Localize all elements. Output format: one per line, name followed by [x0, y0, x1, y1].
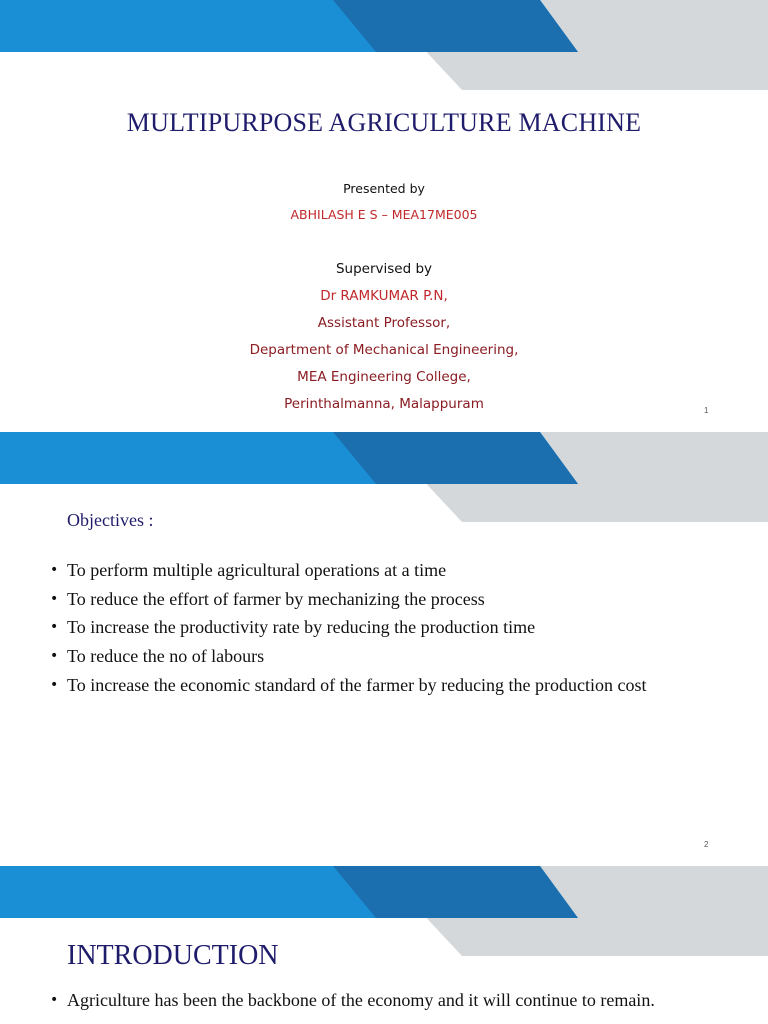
slide-header-banner	[0, 432, 768, 522]
list-item: • To increase the productivity rate by reducing the production time	[50, 613, 647, 642]
list-item: • To reduce the effort of farmer by mechanizing the process	[50, 585, 647, 614]
supervisor-college: MEA Engineering College,	[297, 369, 471, 385]
list-item: • Agriculture has been the backbone of the economy and it will continue to remain.	[50, 986, 655, 1015]
banner-dark-blue-band	[333, 866, 578, 918]
slide-2	[0, 432, 768, 866]
presented-by-label: Presented by	[343, 181, 425, 196]
supervisor-name: Dr RAMKUMAR P.N,	[320, 288, 448, 304]
slide-3	[0, 866, 768, 1024]
slide-header-banner	[0, 0, 768, 90]
banner-dark-blue-band	[333, 432, 578, 484]
list-item: • To perform multiple agricultural operations at a time	[50, 556, 647, 585]
objectives-list	[50, 556, 647, 700]
author-name: ABHILASH E S – MEA17ME005	[290, 207, 478, 222]
slide-1	[0, 0, 768, 432]
list-item: • To increase the economic standard of the farmer by reducing the production cost	[50, 671, 647, 700]
list-item: • To reduce the no of labours	[50, 642, 647, 671]
supervisor-location: Perinthalmanna, Malappuram	[284, 396, 484, 412]
presentation-title: MULTIPURPOSE AGRICULTURE MACHINE	[126, 108, 642, 137]
slide-number: 2	[704, 840, 709, 849]
introduction-heading: INTRODUCTION	[67, 940, 279, 971]
banner-dark-blue-band	[333, 0, 578, 52]
slide-number: 1	[704, 406, 709, 415]
supervised-by-label: Supervised by	[335, 261, 433, 277]
introduction-list	[50, 986, 655, 1015]
supervisor-designation: Assistant Professor,	[317, 315, 451, 331]
objectives-heading: Objectives :	[67, 510, 154, 530]
supervisor-department: Department of Mechanical Engineering,	[249, 342, 519, 358]
